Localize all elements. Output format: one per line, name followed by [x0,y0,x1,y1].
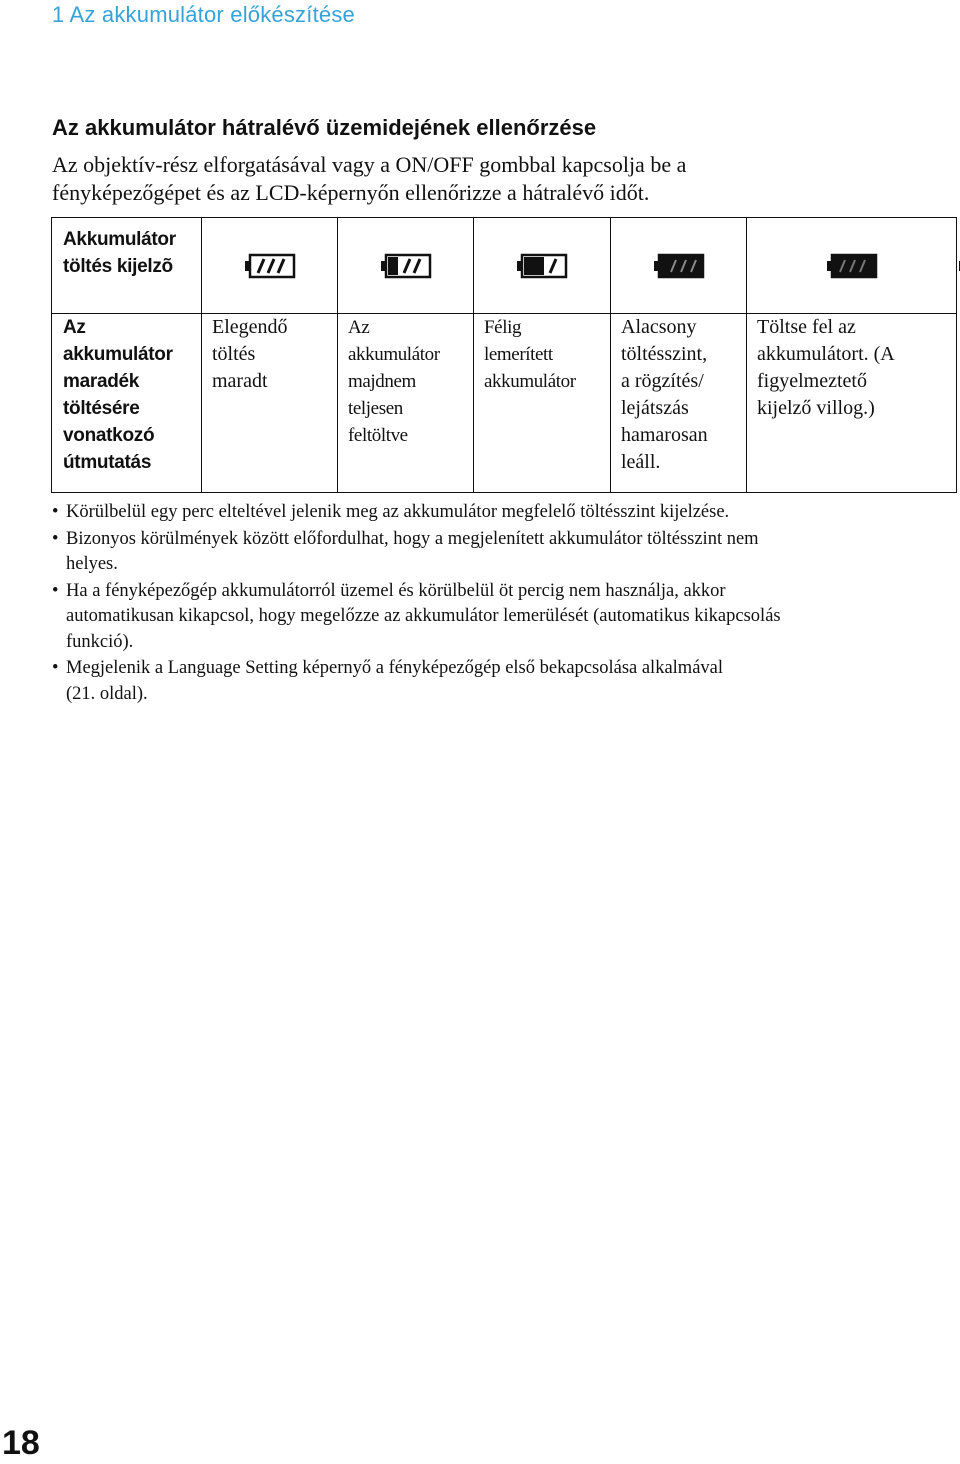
battery-empty-filled-icon [826,253,878,279]
desc-recharge-warning [747,314,957,493]
row-header-line: maradék [63,371,140,392]
desc-line: teljesen [348,398,403,419]
desc-nearly-full [338,314,474,493]
icon-cell [747,218,957,314]
row-header-indicator [52,218,202,314]
chapter-heading: 1 Az akkumulátor előkészítése [52,2,355,27]
row-header-line: töltés kijelzõ [63,256,173,277]
row-header-line: Akkumulátor [63,229,176,250]
notes-list [52,500,952,708]
desc-line: Az [348,317,370,338]
desc-line: lemerített [484,344,553,365]
intro-paragraph [52,151,912,207]
note-item [52,656,952,707]
desc-low-level [611,314,747,493]
desc-line: Alacsony [621,316,697,338]
desc-line: akkumulátort. (A [757,343,895,365]
battery-low-filled-icon [653,253,705,279]
icon-cell [611,218,747,314]
battery-full-outline-icon [244,253,296,279]
row-header-line: Az [63,317,86,338]
note-line: • Megjelenik a Language Setting képernyő a fényképezőgép első bekapcsolása alkalmával [66,658,724,678]
desc-line: figyelmeztető [757,370,867,392]
guidance-row [52,314,957,493]
note-item [52,500,952,526]
desc-line: akkumulátor [484,371,576,392]
desc-line: majdnem [348,371,416,392]
desc-line: lejátszás [621,397,689,419]
desc-half-discharged [474,314,611,493]
desc-line: a rögzítés/ [621,370,704,392]
note-line: • Körülbelül egy perc elteltével jelenik meg az akkumulátor megfelelő töltésszint kijelzése. [66,502,730,522]
desc-line: maradt [212,370,268,392]
row-header-line: vonatkozó [63,425,155,446]
intro-line: fényképezőgépet és az LCD-képernyőn ellenőrizze a hátralévő időt. [52,180,650,205]
desc-line: feltöltve [348,425,408,446]
row-header-line: útmutatás [63,452,152,473]
row-header-line: töltésére [63,398,140,419]
page-number: 18 [2,1424,40,1462]
note-line: • Ha a fényképezőgép akkumulátorról üzemel és körülbelül öt percig nem használja, akkor [66,580,726,601]
note-item [52,579,952,656]
note-line: • Bizonyos körülmények között előfordulhat, hogy a megjelenített akkumulátor töltésszint nem [66,528,759,549]
desc-line: töltésszint, [621,343,708,365]
indicator-row [52,218,957,314]
desc-line: Félig [484,317,522,338]
icon-cell [202,218,338,314]
battery-two-thirds-outline-icon [380,253,432,279]
note-line: funkció). [66,631,134,652]
icon-cell [474,218,611,314]
desc-line: töltés [212,343,256,365]
desc-line: akkumulátor [348,344,440,365]
note-line: (21. oldal). [66,683,148,704]
section-title: Az akkumulátor hátralévő üzemidejének ellenőrzése [52,115,597,140]
desc-line: leáll. [621,451,661,473]
desc-line: Elegendő [212,316,288,338]
battery-one-third-outline-icon [516,253,568,279]
desc-line: Töltse fel az [757,316,856,338]
battery-indicator-table [51,217,957,493]
desc-line: hamarosan [621,424,708,446]
desc-line: kijelző villog.) [757,397,875,419]
intro-line: Az objektív-rész elforgatásával vagy a ON/OFF gombbal kapcsolja be a [52,152,687,177]
note-line: helyes. [66,554,118,574]
desc-sufficient-charge [202,314,338,493]
note-item [52,527,952,578]
icon-cell [338,218,474,314]
note-line: automatikusan kikapcsol, hogy megelőzze az akkumulátor lemerülését (automatikus kikapcsolás [66,606,781,626]
row-header-line: akkumulátor [63,344,173,365]
row-header-guidance [52,314,202,493]
